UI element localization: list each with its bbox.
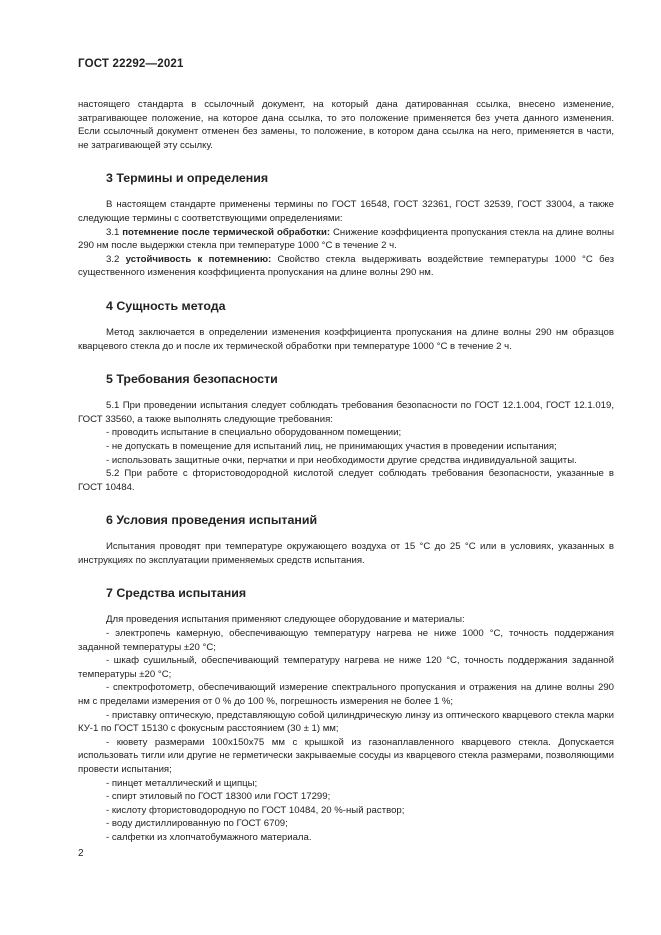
section-7-paragraph: Для проведения испытания применяют следующее оборудование и материалы:: [106, 614, 465, 626]
section-6-paragraph: Испытания проводят при температуре окружающего воздуха от 15 °С до 25 °С или в условиях, указанных в инструкциях по эксплуатации применяемых средств испытания.: [78, 541, 614, 566]
term-definition: Свойство стекла выдерживать воздействие температуры 1000 °С без существенного изменения коэффициента пропускания на длине волны 290 нм.: [78, 253, 614, 279]
list-item: - не допускать в помещение для испытаний лиц, не принимающих участия в проведении испытания;: [106, 440, 557, 452]
list-item: - спирт этиловый по ГОСТ 18300 или ГОСТ 17299;: [106, 791, 331, 803]
list-item: - салфетки из хлопчатобумажного материала.: [106, 831, 312, 843]
section-3-paragraph: В настоящем стандарте применены термины по ГОСТ 16548, ГОСТ 32361, ГОСТ 32539, ГОСТ 33004, а также следующие термины с соответствующими определениями:: [78, 199, 614, 224]
list-item: - кислоту фтористоводородную по ГОСТ 10484, 20 %-ный раствор;: [106, 804, 405, 816]
list-item: - использовать защитные очки, перчатки и при необходимости другие средства индивидуальной защиты.: [106, 454, 577, 466]
document-header: ГОСТ 22292—2021: [78, 58, 184, 70]
page-content: [78, 98, 614, 845]
term-definition: Снижение коэффициента пропускания стекла на длине волны 290 нм после выдержки стекла при температуре 1000 °С в течение 2 ч.: [78, 226, 614, 252]
list-item: - приставку оптическую, представляющую собой цилиндрическую линзу из оптического кварцевого стекла марки КУ-1 по ГОСТ 15130 с фокусным расстоянием (30 ± 1) мм;: [78, 709, 614, 735]
term-3-2: [78, 253, 614, 280]
list-item: - кювету размерами 100x150x75 мм с крышкой из газонаплавленного кварцевого стекла. Допускается использовать тигли или другие не герметически закрываемые сосуды из кварцевого стекла размерами, позволяющими провести испытания;: [78, 736, 614, 775]
section-5-paragraph: 5.1 При проведении испытания следует соблюдать требования безопасности по ГОСТ 12.1.004, ГОСТ 12.1.019, ГОСТ 33560, а также выполнять следующие требования:: [78, 400, 614, 425]
list-item: - электропечь камерную, обеспечивающую температуру нагрева не ниже 1000 °С, точность поддержания заданной температуры ±20 °С;: [78, 628, 614, 653]
section-7-title: 7 Средства испытания: [106, 586, 247, 601]
list-item: - воду дистиллированную по ГОСТ 6709;: [106, 818, 288, 830]
list-item: - пинцет металлический и щипцы;: [106, 777, 258, 789]
term-name: потемнение после термической обработки:: [122, 226, 331, 238]
section-6-title: 6 Условия проведения испытаний: [106, 513, 318, 528]
section-4-paragraph: Метод заключается в определении изменения коэффициента пропускания на длине волны 290 нм образцов кварцевого стекла до и после их термической обработки при температуре 1000 °С в течение 2 ч.: [78, 326, 614, 352]
term-3-1: [78, 226, 614, 253]
section-4-title: 4 Сущность метода: [106, 298, 226, 313]
section-5-title: 5 Требования безопасности: [106, 372, 278, 387]
list-item: - спектрофотометр, обеспечивающий измерение спектрального пропускания и отражения на длине волны 290 нм с пределами измерения от 0 % до 100 %, погрешность измерения не более 1 %;: [78, 682, 614, 708]
list-item: - проводить испытание в специально оборудованном помещении;: [106, 427, 402, 439]
term-number: 3.1: [106, 226, 120, 238]
term-name: устойчивость к потемнению:: [125, 253, 272, 265]
list-item: - шкаф сушильный, обеспечивающий температуру нагрева не ниже 120 °С, точность поддержания заданной температуры ±20 °С;: [78, 655, 614, 680]
intro-paragraph: настоящего стандарта в ссылочный документ, на который дана датированная ссылка, внесено изменение, затрагивающее положение, на которое дана ссылка, то это положение применяется без учета данного изменения. Если ссылочный документ отменен без замены, то положение, в котором дана ссылка на него, применяется в части, не затрагивающей эту ссылку.: [78, 99, 614, 151]
section-3-title: 3 Термины и определения: [106, 171, 269, 186]
section-5-paragraph-2: 5.2 При работе с фтористоводородной кислотой следует соблюдать требования безопасности, указанные в ГОСТ 10484.: [78, 468, 614, 493]
term-number: 3.2: [106, 253, 120, 265]
page-number: 2: [78, 848, 84, 859]
